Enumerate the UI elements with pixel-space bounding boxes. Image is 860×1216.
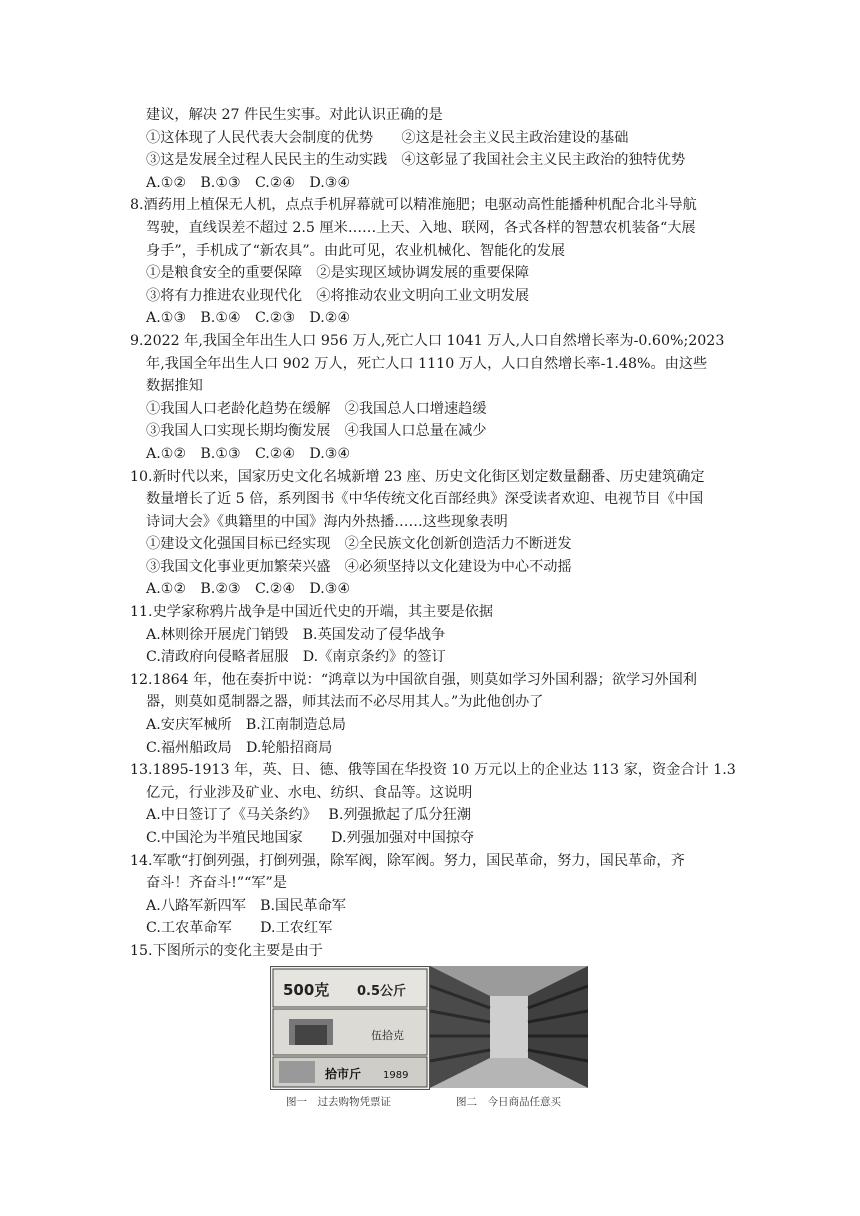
coupon-shijin-text: 拾市斤 — [325, 1067, 362, 1081]
question-stem-line: 8.酒药用上植保无人机，点点手机屏幕就可以精准施肥；电驱动高性能播种机配合北斗导航 — [130, 197, 697, 214]
question-text-line: 驾驶，直线误差不超过 2.5 厘米……上天、入地、联网，各式各样的智慧农机装备“大展 — [146, 219, 696, 236]
question-text-line: A.中日签订了《马关条约》 B.列强掀起了瓜分狂潮 — [146, 807, 472, 824]
question-text-line: 年,我国全年出生人口 902 万人，死亡人口 1110 万人，人口自然增长率-1.48%。由这些 — [146, 355, 708, 372]
question-text-line: A.①② B.①③ C.②④ D.③④ — [146, 445, 351, 462]
question-text-line: ③这是发展全过程人民民主的生动实践 ④这彰显了我国社会主义民主政治的独特优势 — [146, 152, 686, 169]
question-stem-line: 10.新时代以来，国家历史文化名城新增 23 座、历史文化街区划定数量翻番、历史建筑确定 — [130, 468, 705, 485]
question-text-line: ③我国人口实现长期均衡发展 ④我国人口总量在减少 — [146, 423, 487, 440]
question-stem-line: 14.军歌“打倒列强，打倒列强，除军阀，除军阀。努力，国民革命，努力，国民革命，齐 — [130, 852, 685, 869]
ration-coupon-image — [270, 966, 430, 1090]
question-stem-line: 15.下图所示的变化主要是由于 — [130, 942, 323, 959]
question-text-line: 建议，解决 27 件民生实事。对此认识正确的是 — [146, 107, 443, 123]
question-stem-line: 13.1895-1913 年，英、日、德、俄等国在华投资 10 万元以上的企业达 113 家，资金合计 1.3 — [130, 762, 736, 779]
coupon-year-text: 1989 — [383, 1070, 409, 1081]
question-text-line: 奋斗！齐奋斗!”“军”是 — [146, 875, 287, 892]
question-text-line: C.中国沦为半殖民地国家 D.列强加强对中国掠夺 — [146, 830, 475, 846]
question-content — [130, 104, 740, 963]
question-text-line: ①我国人口老龄化趋势在缓解 ②我国总人口增速趋缓 — [146, 400, 487, 417]
question-text-line: A.①③ B.①④ C.②③ D.②④ — [146, 310, 351, 327]
question-text-line: 器，则莫如觅制器之器，师其法而不必尽用其人。”为此他创办了 — [146, 694, 544, 711]
supermarket-image — [430, 966, 588, 1088]
question-text-line: ①这体现了人民代表大会制度的优势 ②这是社会主义民主政治建设的基础 — [146, 129, 629, 146]
question-stem-line: 12.1864 年，他在奏折中说：“鸿章以为中国欲自强，则莫如学习外国利器；欲学习外国利 — [130, 671, 697, 688]
question-15-figure — [270, 966, 590, 1114]
question-text-line: ③将有力推进农业现代化 ④将推动农业文明向工业文明发展 — [146, 287, 530, 304]
coupon-500g-text: 500克 — [283, 981, 330, 999]
figure-1-caption: 图一 过去购物凭票证 — [286, 1096, 391, 1108]
question-stem-line: 11.史学家称鸦片战争是中国近代史的开端，其主要是依据 — [130, 604, 494, 621]
question-stem-line: 9.2022 年,我国全年出生人口 956 万人,死亡人口 1041 万人,人口自然增长率为-0.60%;2023 — [130, 332, 725, 349]
question-text-line: 数据推知 — [146, 378, 203, 395]
question-text-line: C.福州船政局 D.轮船招商局 — [146, 739, 333, 756]
question-text-line: A.安庆军械所 B.江南制造总局 — [146, 717, 346, 734]
coupon-half-kg-text: 0.5公斤 — [357, 984, 407, 999]
question-text-line: C.清政府向侵略者屈服 D.《南京条约》的签订 — [146, 649, 446, 666]
question-text-line: ①建设文化强国目标已经实现 ②全民族文化创新创造活力不断迸发 — [146, 536, 572, 553]
question-text-line: ③我国文化事业更加繁荣兴盛 ④必须坚持以文化建设为中心不动摇 — [146, 558, 572, 575]
question-text-line: A.八路军新四军 B.国民革命军 — [146, 897, 346, 914]
question-text-line: A.林则徐开展虎门销毁 B.英国发动了侵华战争 — [146, 626, 446, 643]
question-text-line: 诗词大会》《典籍里的中国》海内外热播……这些现象表明 — [146, 513, 508, 530]
coupon-fifty-text: 伍拾克 — [371, 1029, 404, 1042]
supermarket-drawing — [430, 966, 588, 1088]
question-text-line: 数量增长了近 5 倍，系列图书《中华传统文化百部经典》深受读者欢迎、电视节目《中国 — [146, 491, 704, 508]
question-text-line: ①是粮食安全的重要保障 ②是实现区域协调发展的重要保障 — [146, 265, 530, 282]
question-text-line: A.①② B.②③ C.②④ D.③④ — [146, 581, 351, 598]
question-text-line: 亿元，行业涉及矿业、水电、纺织、食品等。这说明 — [146, 784, 473, 801]
question-text-line: C.工农革命军 D.工农红军 — [146, 920, 333, 937]
figure-2-caption: 图二 今日商品任意买 — [456, 1096, 561, 1108]
question-text-line: A.①② B.①③ C.②④ D.③④ — [146, 174, 351, 191]
question-text-line: 身手”，手机成了“新农具”。由此可见，农业机械化、智能化的发展 — [146, 242, 566, 259]
ration-coupon-drawing — [271, 967, 429, 1089]
